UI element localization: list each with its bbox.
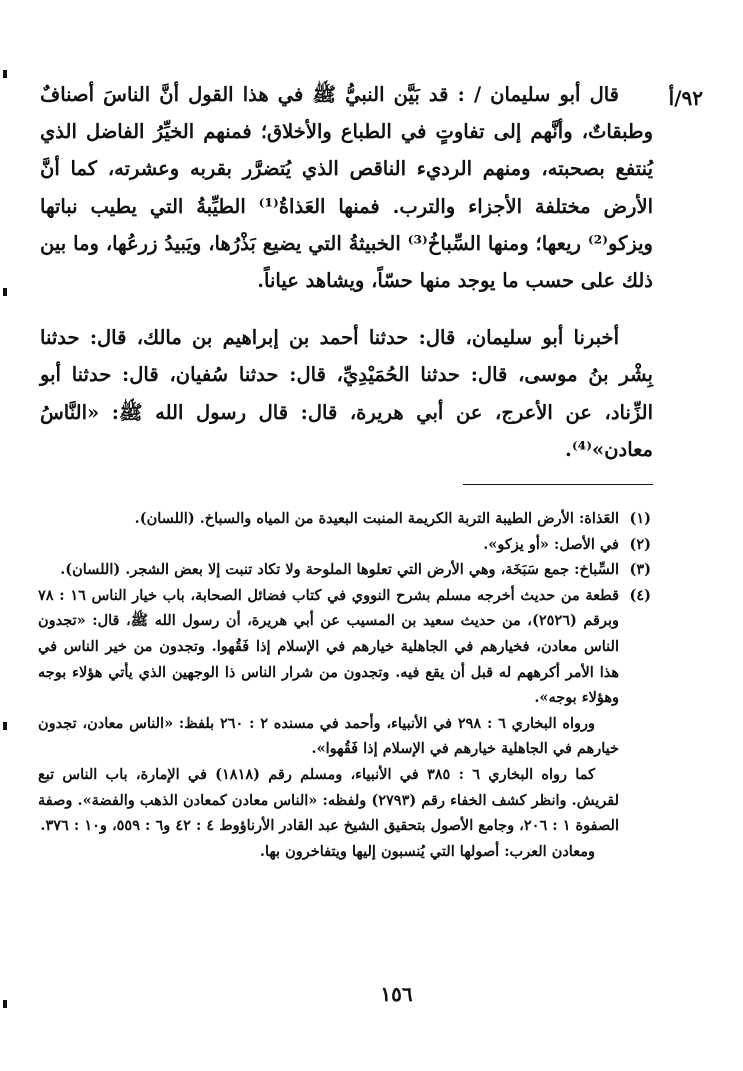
footnote-number: (٢) <box>629 535 651 553</box>
footnote-number: (١) <box>629 510 651 527</box>
footnote-text: العَذاة: الأرض الطيبة التربة الكريمة المنبت البعيدة من المياه والسباخ. (اللسان). <box>134 510 619 527</box>
footnote-continuation: ومعادن العرب: أصولها التي يُنسبون إليها ويتفاخرون بها. <box>259 842 595 860</box>
footnote <box>38 532 651 558</box>
scan-edge-mark <box>3 722 7 730</box>
main-paragraph: أخبرنا أبو سليمان، قال: حدثنا أحمد بن إبراهيم بن مالك، قال: حدثنا بِشْر بنُ موسى، قال: حدثنا الحُمَيْدِيِّ، قال: حدثنا سُفيان، قال: حدثنا أبو الزِّناد، عن الأعرج، عن أبي هريرة، قال: قال رسول الله ﷺ: «النَّاسُ معادن»⁽⁴⁾. <box>40 326 653 461</box>
footnote <box>38 506 651 532</box>
footnotes <box>38 506 651 864</box>
footnote <box>38 583 651 711</box>
footnote-text: السِّباخ: جمع سَبَخَة، وهي الأرض التي تعلوها الملوحة ولا تكاد تنبت إلا بعض الشجر. (اللسان). <box>60 561 619 579</box>
scan-edge-mark <box>3 70 7 78</box>
main-paragraph: قال أبو سليمان / : قد بَيَّن النبيُّ ﷺ في هذا القول أنَّ الناسَ أصنافٌ وطبقاتٌ، وأنَّهم إلى تفاوتٍ في الطباع والأخلاق؛ فمنهم الخيِّرُ الفاضل الذي يُنتفع بصحبته، ومنهم الرديء الناقص الذي يُتضرَّر بقربه وعشرته، كما أنَّ الأرض مختلفة الأجزاء والترب. فمنها العَذاةُ⁽¹⁾ الطيِّبةُ التي يطيب نباتها ويزكو⁽²⁾ ريعها؛ ومنها السِّباخُ⁽³⁾ الخبيثةُ التي يضيع بَذْرُها، ويَبيدُ زرعُها، وما بين ذلك على حسب ما يوجد منها حسّاً، ويشاهد عياناً. <box>40 83 653 293</box>
footnote-separator <box>463 484 653 485</box>
footnote <box>38 557 651 583</box>
main-text <box>40 76 653 468</box>
footnote-number: (٤) <box>629 586 651 604</box>
page-number: ١٥٦ <box>380 982 413 1006</box>
footnote-text: قطعة من حديث أخرجه مسلم بشرح النووي في كتاب فضائل الصحابة، باب خيار الناس ١٦ : ٧٨ وبرقم (٢٥٢٦)، من حديث سعيد بن المسيب عن أبي هريرة، أن رسول الله ﷺ، قال: «تجدون الناس معادن، فخيارهم في الجاهلية خيارهم في الإسلام إذا فَقُهوا. وتجدون من خير الناس في هذا الأمر أكرههم له قبل أن يقع فيه. وتجدون من شرار الناس ذا الوجهين الذي يأتي هؤلاء بوجه وهؤلاء بوجه». <box>38 586 619 707</box>
footnote-number: (٣) <box>629 561 651 579</box>
footnote-continuation: كما رواه البخاري ٦ : ٣٨٥ في الأنبياء، ومسلم رقم (١٨١٨) في الإمارة، باب الناس تبع لقريش. وانظر كشف الخفاء رقم (٢٧٩٣) ولفظه: «الناس معادن كمعادن الذهب والفضة». وصفة الصفوة ١ : ٢٠٦، وجامع الأصول بتحقيق الشيخ عبد القادر الأرناؤوط ٤ : ٤٢ و٦ : ٥٥٩، و١٠ : ٣٧٦. <box>38 765 619 835</box>
footnote-continuation: ورواه البخاري ٦ : ٢٩٨ في الأنبياء، وأحمد في مسنده ٢ : ٢٦٠ بلفظ: «الناس معادن، تجدون خيارهم في الجاهلية خيارهم في الإسلام إذا فَقُهوا». <box>38 714 619 758</box>
footnote-text: في الأصل: «أو يزكو». <box>483 535 619 553</box>
manuscript-folio-ref: ٩٢/أ <box>668 86 703 110</box>
scan-edge-mark <box>3 288 7 296</box>
